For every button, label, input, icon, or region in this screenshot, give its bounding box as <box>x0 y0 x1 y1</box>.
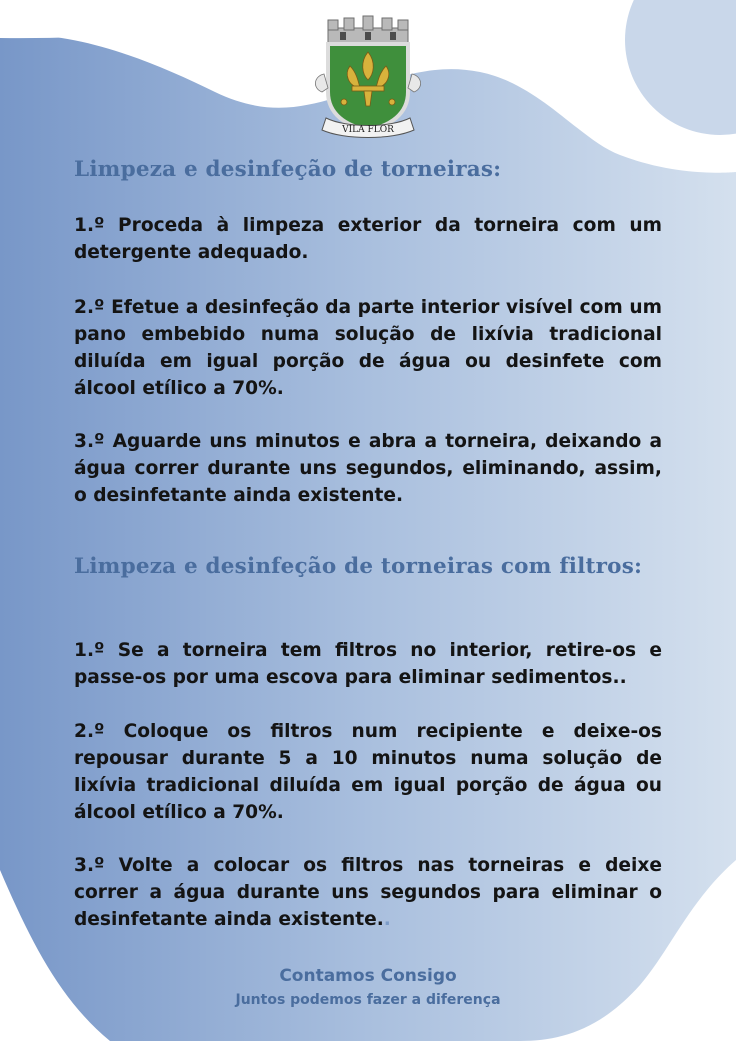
section2-step-1: 1.º Se a torneira tem filtros no interior, retire-os e passe-os por uma escova para eliminar sedimentos.. <box>74 640 662 688</box>
footer-slogan: Contamos Consigo <box>279 966 457 986</box>
vila-flor-coat-of-arms-logo <box>308 14 428 139</box>
section1-step-2: 2.º Efetue a desinfeção da parte interior visível com um pano embebido numa solução de lixívia tradicional diluída em igual porção de água ou desinfete com álcool etílico a 70%. <box>74 297 662 399</box>
top-right-circle <box>625 0 736 135</box>
section2-step-3 <box>74 852 662 933</box>
trailing-mark: . <box>383 909 391 930</box>
section1-step-3: 3.º Aguarde uns minutos e abra a torneira, deixando a água correr durante uns segundos, eliminando, assim, o desinfetante ainda existente. <box>74 431 662 506</box>
logo-text: VILA FLOR <box>342 125 394 135</box>
footer-tagline: Juntos podemos fazer a diferença <box>235 992 501 1008</box>
section1-title: Limpeza e desinfeção de torneiras: <box>74 157 502 182</box>
top-left-white-wave <box>0 0 300 38</box>
section2-step-2: 2.º Coloque os filtros num recipiente e deixe-os repousar durante 5 a 10 minutos numa solução de lixívia tradicional diluída em igual porção de água ou álcool etílico a 70%. <box>74 721 662 823</box>
section1-step-1: 1.º Proceda à limpeza exterior da torneira com um detergente adequado. <box>74 215 662 263</box>
section2-step-3-text: 3.º Volte a colocar os filtros nas torneiras e deixe correr a água durante uns segundos para eliminar o desinfetante ainda existente. <box>74 855 662 930</box>
section2-title: Limpeza e desinfeção de torneiras com filtros: <box>74 554 643 579</box>
